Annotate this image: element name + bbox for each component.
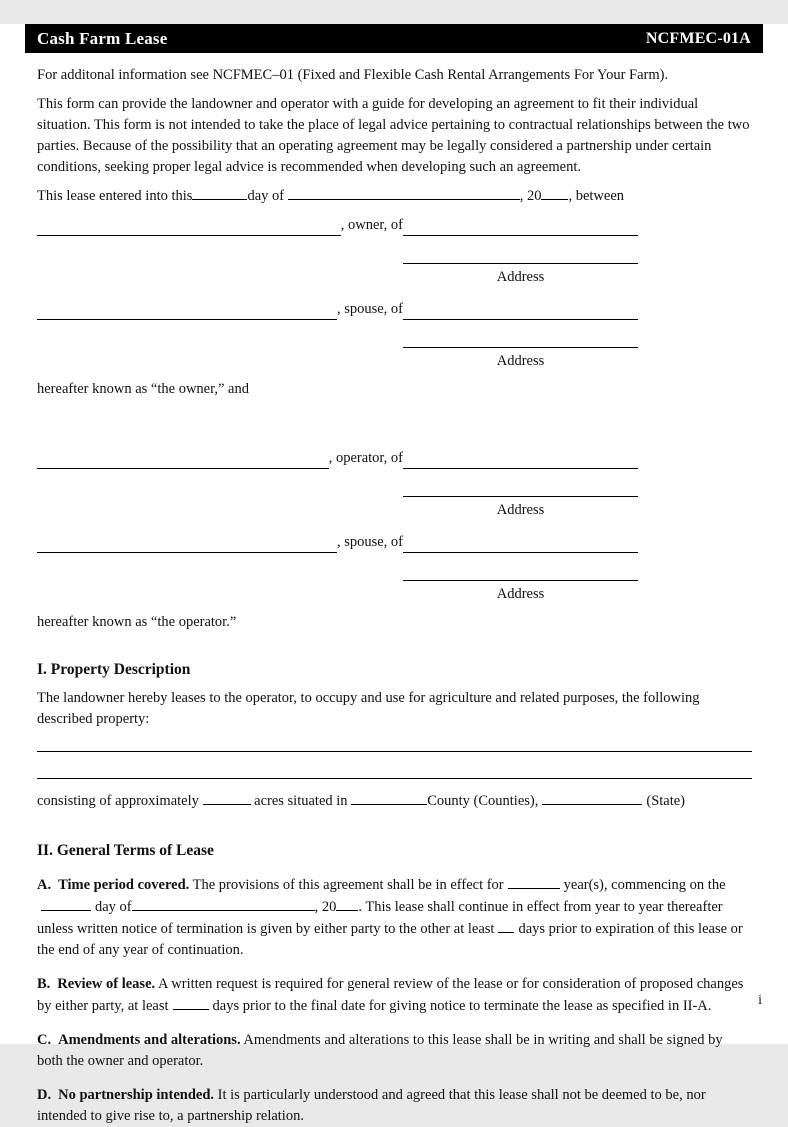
owner-address-line-2 bbox=[403, 263, 638, 264]
document-page bbox=[0, 24, 788, 1124]
owner-block bbox=[37, 209, 752, 369]
consisting-text-4: (State) bbox=[646, 793, 686, 809]
owner-spouse-address-caption: Address bbox=[496, 353, 545, 369]
day-blank bbox=[192, 185, 247, 200]
document-content bbox=[37, 65, 752, 1127]
term-a-label: A. bbox=[37, 877, 52, 893]
term-a-day-blank bbox=[41, 896, 91, 911]
month-blank bbox=[288, 185, 520, 200]
operator-hereafter-note: hereafter known as “the operator.” bbox=[37, 614, 237, 630]
spacer bbox=[37, 400, 752, 440]
operator-spouse-address-line-2 bbox=[403, 580, 638, 581]
term-d-label: D. bbox=[37, 1087, 52, 1103]
term-a-text-1: The provisions of this agreement shall be in effect for bbox=[192, 877, 504, 893]
term-a-month-blank bbox=[132, 896, 315, 911]
form-code: NCFMEC-01A bbox=[645, 30, 751, 47]
term-a bbox=[37, 874, 752, 961]
property-description-blank-2 bbox=[37, 778, 752, 779]
term-b-days-blank bbox=[173, 995, 209, 1010]
term-b-title: Review of lease. bbox=[57, 976, 156, 992]
acres-blank bbox=[203, 790, 251, 805]
term-a-text-3: day of bbox=[95, 899, 132, 915]
lease-entered-text-2: day of bbox=[247, 188, 288, 204]
term-d bbox=[37, 1085, 752, 1127]
operator-block bbox=[37, 442, 752, 602]
owner-hereafter-note: hereafter known as “the owner,” and bbox=[37, 381, 249, 397]
operator-address-caption: Address bbox=[496, 502, 545, 518]
state-blank bbox=[542, 790, 642, 805]
term-a-year-blank bbox=[336, 896, 358, 911]
reference-note: For additonal information see NCFMEC–01 (Fixed and Flexible Cash Rental Arrangements For Your Farm). bbox=[37, 67, 669, 83]
section-2-heading: II. General Terms of Lease bbox=[37, 842, 214, 859]
page-number: i bbox=[758, 993, 762, 1008]
term-c-title: Amendments and alterations. bbox=[58, 1032, 241, 1048]
term-b-label: B. bbox=[37, 976, 51, 992]
term-a-text-4: , 20 bbox=[314, 899, 337, 915]
owner-role-label: , owner, of bbox=[340, 217, 403, 233]
term-a-text-6: days prior to expiration of this lease or the end of any year of continuation. bbox=[37, 921, 743, 958]
consisting-line bbox=[37, 790, 752, 812]
operator-role-label: , operator, of bbox=[328, 450, 403, 466]
document-title: Cash Farm Lease bbox=[37, 29, 168, 48]
term-b-text-2: days prior to the final date for giving notice to terminate the lease as specified in II-A. bbox=[212, 998, 712, 1014]
lease-entered-text-3: , 20 bbox=[519, 188, 542, 204]
operator-spouse-address-caption: Address bbox=[496, 586, 545, 602]
term-a-days-blank bbox=[498, 918, 514, 933]
term-c bbox=[37, 1030, 752, 1072]
property-description-blank-1 bbox=[37, 751, 752, 752]
owner-spouse-address-line-2 bbox=[403, 347, 638, 348]
term-d-text-1: It is particularly understood and agreed that this lease shall not be deemed to be, nor intended to give rise to, a partnership relation. bbox=[37, 1087, 706, 1124]
operator-spouse-role-label: , spouse, of bbox=[336, 534, 403, 550]
section-1-heading: I. Property Description bbox=[37, 661, 191, 678]
section-1-intro: The landowner hereby leases to the operator, to occupy and use for agriculture and related purposes, the following described property: bbox=[37, 690, 700, 727]
lease-entered-line bbox=[37, 185, 752, 207]
operator-address-line-2 bbox=[403, 496, 638, 497]
term-a-text-2: year(s), commencing on the bbox=[563, 877, 726, 893]
county-blank bbox=[351, 790, 427, 805]
term-b bbox=[37, 974, 752, 1017]
term-a-title: Time period covered. bbox=[58, 877, 190, 893]
term-a-text-5: . This lease shall continue in effect from year to year thereafter unless written notice of termination is given by either party to the other at least bbox=[37, 899, 723, 937]
year-blank bbox=[541, 185, 568, 200]
consisting-text-2: acres situated in bbox=[254, 793, 348, 809]
term-d-title: No partnership intended. bbox=[58, 1087, 215, 1103]
consisting-text-3: County (Counties), bbox=[427, 793, 539, 809]
owner-spouse-role-label: , spouse, of bbox=[336, 301, 403, 317]
term-a-years-blank bbox=[508, 874, 560, 889]
term-c-label: C. bbox=[37, 1032, 52, 1048]
term-c-text-1: Amendments and alterations to this lease shall be in writing and shall be signed by both the owner and operator. bbox=[37, 1032, 723, 1069]
intro-paragraph: This form can provide the landowner and operator with a guide for developing an agreement to fit their individual situation. This form is not intended to take the place of legal advice pertaining to contractual relationships between the two parties. Because of the possibility that an operating agreement may be legally considered a partnership under certain conditions, seeking proper legal advice is recommended when developing such an agreement. bbox=[37, 96, 750, 175]
consisting-text-1: consisting of approximately bbox=[37, 793, 199, 809]
title-bar bbox=[25, 24, 763, 53]
term-b-text-1: A written request is required for general review of the lease or for consideration of proposed changes by either party, at least bbox=[37, 976, 744, 1014]
owner-address-caption: Address bbox=[496, 269, 545, 285]
lease-entered-text-4: , between bbox=[568, 188, 625, 204]
lease-entered-text-1: This lease entered into this bbox=[37, 188, 193, 204]
